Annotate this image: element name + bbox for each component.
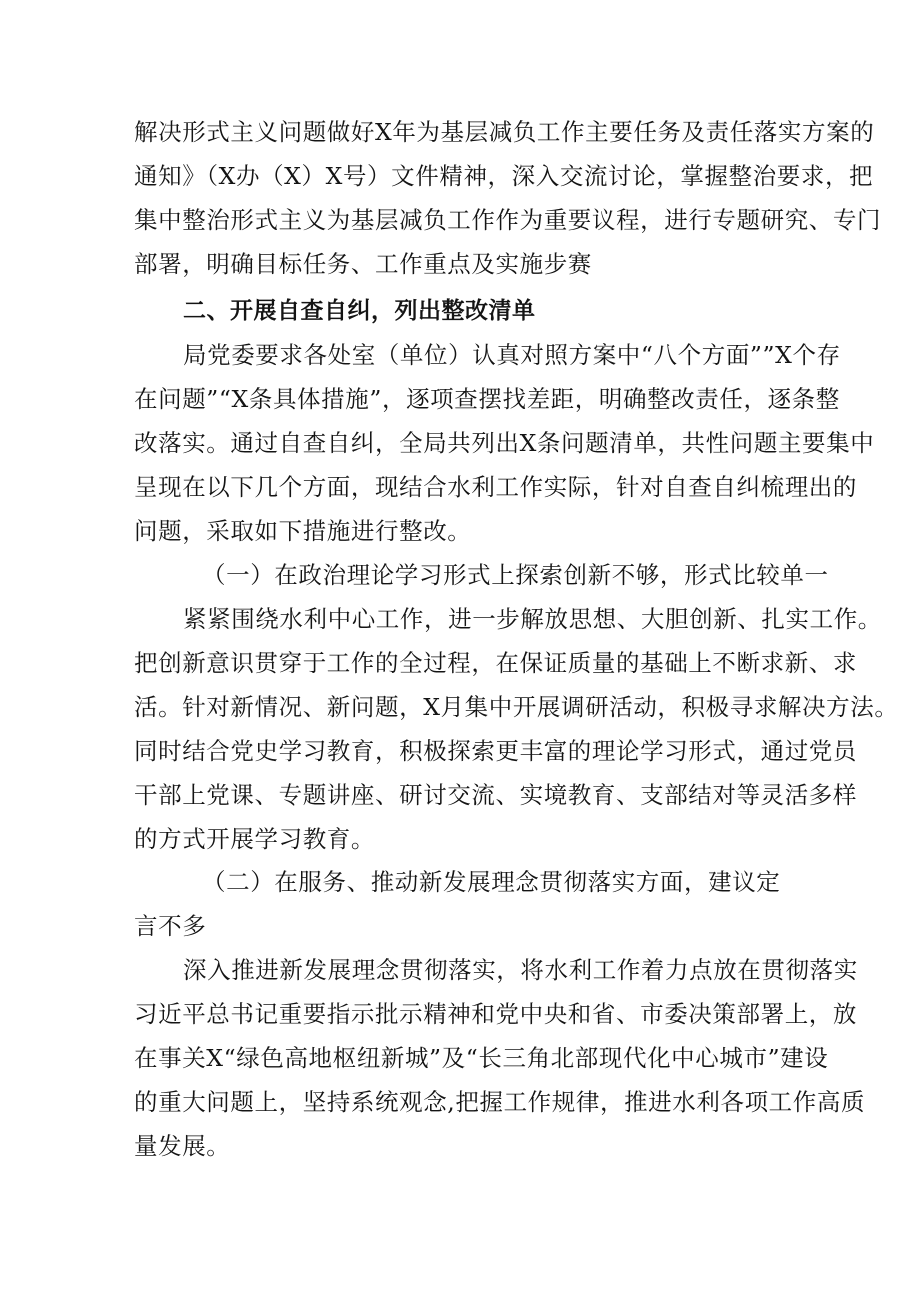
text-line: 的重大问题上，坚持系统观念,把握工作规律，推进水利各项工作高质 — [134, 1088, 866, 1116]
text-line: 量发展。 — [134, 1132, 231, 1160]
text-line: 改落实。通过自查自纠，全局共列出X条问题清单，共性问题主要集中 — [134, 429, 875, 457]
text-line: 在问题”“X条具体措施”，逐项查摆找差距，明确整改责任，逐条整 — [134, 385, 840, 413]
subsection-heading: （一）在政治理论学习形式上探索创新不够，形式比较单一 — [202, 561, 829, 589]
text-line: 深入推进新发展理念贯彻落实，将水利工作着力点放在贯彻落实 — [183, 956, 858, 984]
text-line: 问题，采取如下措施进行整改。 — [134, 517, 472, 545]
text-line: 解决形式主义问题做好X年为基层减负工作主要任务及责任落实方案的 — [134, 118, 875, 146]
text-line: 在事关X“绿色高地枢纽新城”及“长三角北部现代化中心城市”建设 — [134, 1044, 829, 1072]
text-line: 把创新意识贯穿于工作的全过程，在保证质量的基础上不断求新、求 — [134, 649, 857, 677]
text-line: 同时结合党史学习教育，积极探索更丰富的理论学习形式，通过党员 — [134, 737, 857, 765]
text-line: 局党委要求各处室（单位）认真对照方案中“八个方面””X个存 — [183, 341, 841, 369]
text-line: 活。针对新情况、新问题，X月集中开展调研活动，积极寻求解决方法。 — [134, 693, 899, 721]
text-line: 呈现在以下几个方面，现结合水利工作实际，针对自查自纠梳理出的 — [134, 473, 857, 501]
text-line: 通知》（X办（X）X号）文件精神，深入交流讨论，掌握整治要求，把 — [134, 162, 874, 190]
text-line: （二）在服务、推动新发展理念贯彻落实方面，建议定 — [202, 868, 781, 896]
text-line: 紧紧围绕水利中心工作，进一步解放思想、大胆创新、扎实工作。 — [183, 605, 882, 633]
section-heading: 二、开展自查自纠，列出整改清单 — [183, 298, 536, 324]
text-line: 习近平总书记重要指示批示精神和党中央和省、市委决策部署上，放 — [134, 1000, 857, 1028]
text-line: 的方式开展学习教育。 — [134, 825, 375, 853]
text-line: 干部上党课、专题讲座、研讨交流、实境教育、支部结对等灵活多样 — [134, 781, 857, 809]
text-line: 言不多 — [134, 912, 207, 940]
text-line: 部署，明确目标任务、工作重点及实施步赛 — [134, 250, 592, 278]
text-line: 集中整治形式主义为基层减负工作作为重要议程，进行专题研究、专门 — [134, 206, 882, 234]
